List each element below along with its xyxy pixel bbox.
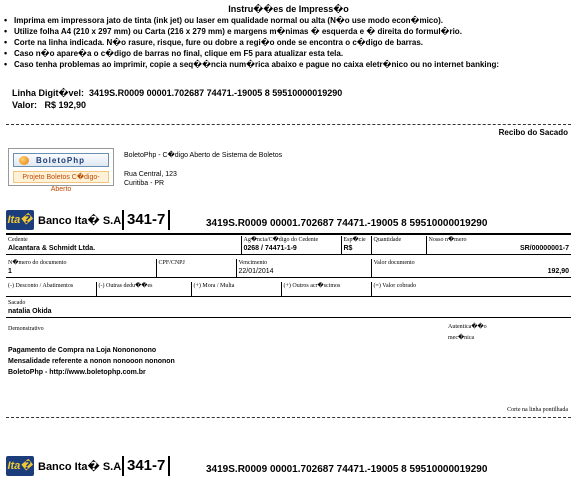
- address-line-2: Curitiba - PR: [124, 180, 165, 187]
- instruction-item: • Imprima em impressora jato de tinta (ink jet) ou laser em qualidade normal ou alta (N�o use modo econ�mico).: [14, 15, 574, 26]
- valor-cobrado-label: (=) Valor cobrado: [373, 283, 417, 289]
- demonstrativo-label: Demonstrativo: [8, 326, 44, 332]
- bank-header: [6, 208, 571, 232]
- valor-doc-label: Valor documento: [373, 260, 415, 266]
- linha-digitavel-header: 3419S.R0009 00001.702687 74471.-19005 8 59510000019290: [206, 218, 488, 229]
- boleto-fields-table: [6, 236, 571, 255]
- valor-cobrado-cell: [371, 282, 571, 296]
- demonstrativo-line: Pagamento de Compra na Loja Nonononono: [8, 347, 157, 354]
- vencimento-cell: [236, 259, 371, 278]
- logo-dot-icon: [19, 156, 29, 165]
- table-row: [6, 299, 571, 318]
- address-line-1: Rua Central, 123: [124, 171, 177, 178]
- table-row: [6, 282, 571, 296]
- cut-line-2: [6, 417, 571, 418]
- boleto-fields-table-2: [6, 259, 571, 278]
- autenticacao-line-2: mec�nica: [448, 335, 475, 341]
- autenticacao-line-1: Autentica��o: [448, 324, 487, 330]
- agencia-cell: [241, 236, 341, 255]
- numero-doc-label: N�mero do documento: [8, 260, 67, 266]
- instruction-item: • Caso n�o apare�a o c�digo de barras no final, clique em F5 para atualizar esta tela.: [14, 48, 574, 59]
- demonstrativo-line: Mensalidade referente a nonon nonooon nononon: [8, 358, 175, 365]
- instruction-item: • Caso tenha problemas ao imprimir, copie a seq��ncia num�rica abaixo e pague no caixa eletr�nico ou no internet banking:: [14, 59, 574, 70]
- quantidade-label: Quantidade: [373, 237, 402, 243]
- outros-acrescimos-label: (+) Outros acr�scimos: [283, 283, 341, 289]
- mora-label: (+) Mora / Multa: [193, 283, 235, 289]
- recibo-label: Recibo do Sacado: [498, 128, 568, 137]
- boletophp-logo: [8, 148, 114, 193]
- demonstrativo-line: BoletoPhp - http://www.boletophp.com.br: [8, 369, 146, 376]
- bank-code: 341-7: [122, 456, 170, 476]
- linha-digitavel-label: Linha Digit�vel:: [12, 88, 85, 98]
- numero-doc-cell: [6, 259, 156, 278]
- mora-cell: [191, 282, 281, 296]
- valor-doc-value: 192,90: [547, 268, 569, 275]
- cut-line: [6, 124, 571, 125]
- nosso-numero-value: SR/00000001-7: [519, 245, 569, 252]
- company-name: BoletoPhp - C�digo Aberto de Sistema de Boletos: [124, 152, 283, 159]
- demonstrativo-text: [8, 345, 175, 378]
- cedente-cell: [6, 236, 241, 255]
- agencia-value: 0268 / 74471-1-9: [243, 245, 297, 252]
- linha-digitavel-value[interactable]: 3419S.R0009 00001.702687 74471.-19005 8 59510000019290: [89, 88, 343, 98]
- corte-label: Corte na linha pontilhada: [507, 407, 568, 413]
- valor-label: Valor:: [12, 100, 38, 110]
- bank-code: 341-7: [122, 210, 170, 230]
- itau-logo-icon: Ita�: [6, 210, 34, 230]
- sacado-cell: [6, 299, 571, 318]
- company-address: [124, 170, 177, 188]
- valor-doc-cell: [371, 259, 571, 278]
- vencimento-label: Vencimento: [238, 260, 268, 266]
- desconto-label: (-) Desconto / Abatimentos: [8, 283, 74, 289]
- bank-name: Banco Ita� S.A.: [38, 461, 125, 473]
- instructions-list: [0, 15, 574, 70]
- linha-digitavel-header: 3419S.R0009 00001.702687 74471.-19005 8 59510000019290: [206, 464, 488, 475]
- especie-label: Esp�cie: [343, 237, 366, 243]
- outros-acrescimos-cell: [281, 282, 371, 296]
- bank-header-2: [6, 454, 571, 478]
- cpf-cell: [156, 259, 236, 278]
- sacado-value: natalia Okida: [8, 308, 52, 315]
- table-row: [6, 259, 571, 278]
- autenticacao-mecanica: [448, 322, 548, 344]
- bank-name: Banco Ita� S.A.: [38, 215, 125, 227]
- cedente-value: Alcantara & Schmidt Ltda.: [8, 245, 96, 252]
- quantidade-cell: [371, 236, 426, 255]
- nosso-numero-label: Nosso n�mero: [428, 237, 467, 243]
- logo-top: [13, 153, 109, 167]
- linha-digitavel-block: [12, 87, 342, 111]
- logo-top-text: BoletoPhp: [36, 156, 85, 165]
- valor-value: R$ 192,90: [44, 100, 87, 110]
- cpf-label: CPF/CNPJ: [158, 260, 185, 266]
- itau-logo-icon: Ita�: [6, 456, 34, 476]
- header-rule: [6, 233, 571, 235]
- especie-cell: [341, 236, 371, 255]
- logo-bottom-text: Projeto Boletos C�digo-Aberto: [13, 171, 109, 183]
- instruction-item: • Utilize folha A4 (210 x 297 mm) ou Carta (216 x 279 mm) e margens m�nimas � esquerda e � direita do formul�rio.: [14, 26, 574, 37]
- sacado-label: Sacado: [8, 300, 26, 306]
- sacado-table: [6, 299, 571, 318]
- boleto-fields-table-3: [6, 282, 571, 297]
- agencia-label: Ag�ncia/C�digo do Cedente: [243, 237, 319, 243]
- table-row: [6, 236, 571, 255]
- page-title: Instru��es de Impress�o: [228, 4, 349, 14]
- nosso-numero-cell: [426, 236, 571, 255]
- especie-value: R$: [343, 245, 353, 252]
- desconto-cell: [6, 282, 96, 296]
- numero-doc-value: 1: [8, 268, 12, 275]
- instruction-item: • Corte na linha indicada. N�o rasure, risque, fure ou dobre a regi�o onde se encontra o c�digo de barras.: [14, 37, 574, 48]
- outras-deducoes-cell: [96, 282, 191, 296]
- outras-deducoes-label: (-) Outras dedu��es: [98, 283, 153, 289]
- vencimento-value: 22/01/2014: [238, 268, 274, 275]
- cedente-label: Cedente: [8, 237, 28, 243]
